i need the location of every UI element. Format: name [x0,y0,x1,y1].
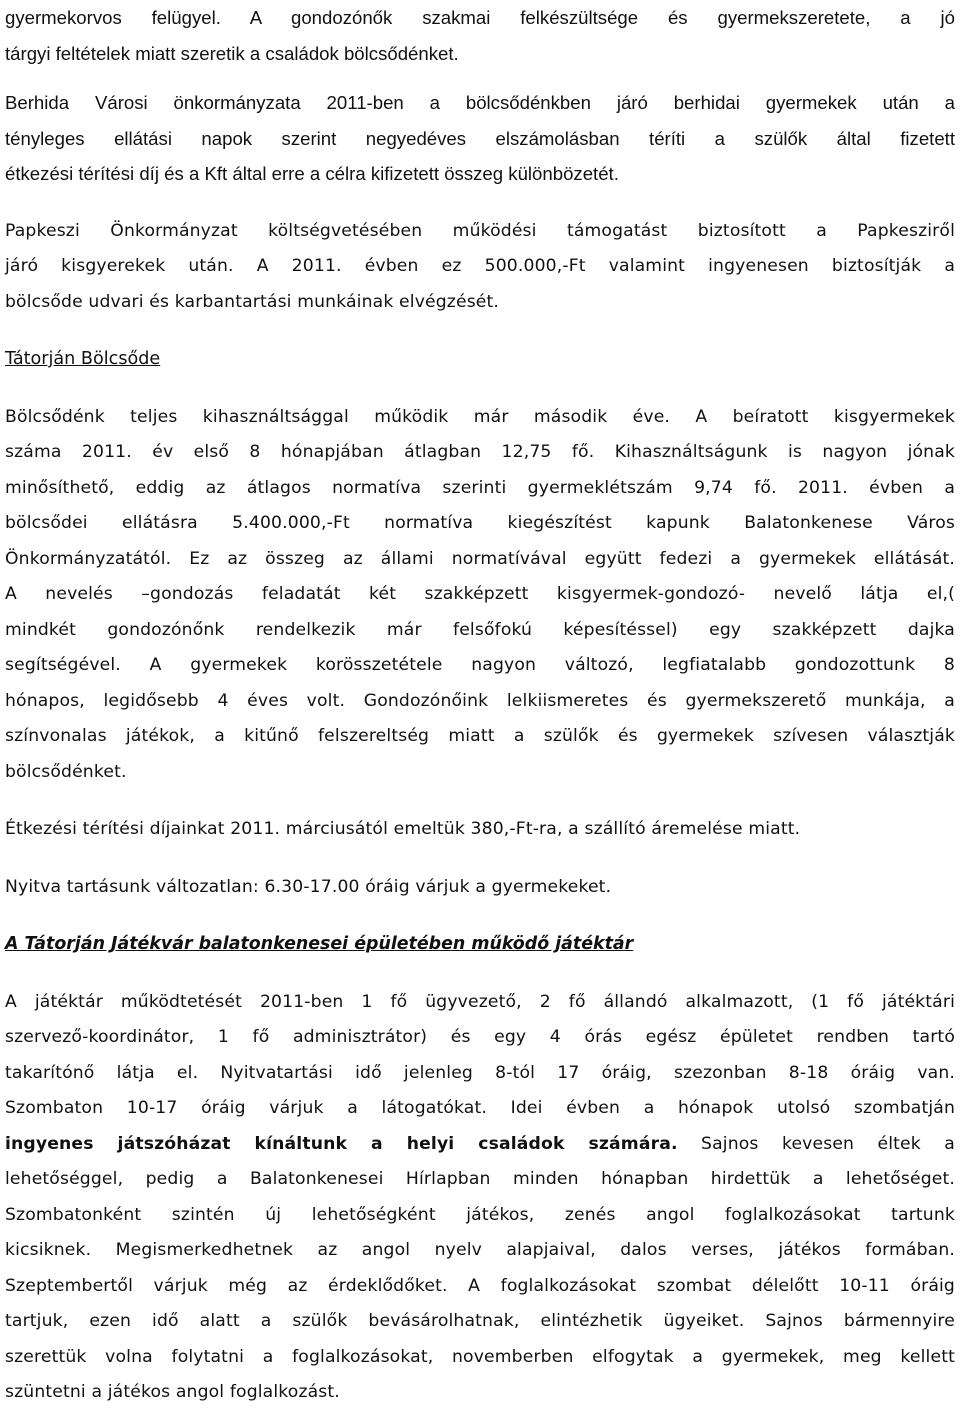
paragraph-papkeszi [5,214,955,321]
text-line: Nyitva tartásunk változatlan: 6.30-17.00 óráig várjuk a gyermekeket. [5,876,612,897]
text-line: bölcsődénket. [5,761,127,782]
text-line: tartjuk, ezen idő alatt a szülők bevásárolhatnak, elintézhetik ügyeiket. Sajnos bármennyire [5,1311,955,1331]
text-fragment: Sajnos kevesen éltek a [677,1133,955,1154]
text-line: bölcsődei ellátásra 5.400.000,-Ft normatíva kiegészítést kapunk Balatonkenese Város [5,513,955,533]
section-heading-jatektar: A Tátorján Játékvár balatonkenesei épületében működő játéktár [5,934,634,954]
text-line: minősíthető, eddig az átlagos normatíva szerinti gyermeklétszám 9,74 fő. 2011. évben a [5,477,955,498]
text-line: A nevelés –gondozás feladatát két szakképzett kisgyermek-gondozó- nevelő látja el,( [5,584,955,604]
bold-phrase: ingyenes játszóházat kínáltunk a helyi családok számára. [5,1133,678,1154]
text-line: színvonalas játékok, a kitűnő felszereltség miatt a szülők és gyermekek szívesen választják [5,726,955,746]
paragraph-etkezesi-dij [5,812,955,848]
text-line: étkezési térítési díj és a Kft által erre a célra kifizetett összeg különbözetét. [5,163,619,184]
text-line: mindkét gondozónőnk rendelkezik már felsőfokú képesítéssel) egy szakképzett dajka [5,619,955,640]
text-line: Étkezési térítési díjainkat 2011. márciusától emeltük 380,-Ft-ra, a szállító áremelése miatt. [5,819,801,839]
text-line: segítségével. A gyermekek korösszetétele nagyon változó, legfiatalabb gondozottunk 8 [5,655,955,675]
text-line: szervező-koordinátor, 1 fő adminisztrátor) és egy 4 órás egész épületet rendben tartó [5,1027,955,1047]
paragraph-intro [5,0,955,71]
text-line: Papkeszi Önkormányzat költségvetésében működési támogatást biztosított a Papkesziről [5,220,955,241]
document-page [5,0,955,1411]
text-line: hónapos, legidősebb 4 éves volt. Gondozónőink lelkiismeretes és gyermekszerető munkája, a [5,690,955,711]
text-line: gyermekorvos felügyel. A gondozónők szakmai felkészültsége és gyermekszeretete, a jó [5,7,955,28]
text-line: járó kisgyerekek után. A 2011. évben ez 500.000,-Ft valamint ingyenesen biztosítják a [5,256,955,276]
text-line: takarítónő látja el. Nyitvatartási idő jelenleg 8-tól 17 óráig, szezonban 8-18 óráig van. [5,1062,955,1083]
text-line: száma 2011. év első 8 hónapjában átlagban 12,75 fő. Kihasználtságunk is nagyon jónak [5,442,955,462]
text-line: Bölcsődénk teljes kihasználtsággal működik már második éve. A beíratott kisgyermekek [5,406,955,427]
text-line: lehetőséggel, pedig a Balatonkenesei Hírlapban minden hónapban hirdettük a lehetőséget. [5,1169,955,1189]
text-line: Önkormányzatától. Ez az összeg az állami normatívával együtt fedezi a gyermekek ellátását. [5,548,955,569]
text-line: Berhida Városi önkormányzata 2011-ben a bölcsődénkben járó berhidai gyermekek után a [5,92,955,113]
paragraph-berhida [5,85,955,192]
paragraph-jatektar [5,985,955,1411]
text-line: A játéktár működtetését 2011-ben 1 fő ügyvezető, 2 fő állandó alkalmazott, (1 fő játéktári [5,991,955,1012]
text-line: Szeptembertől várjuk még az érdeklődőket. A foglalkozásokat szombat délelőtt 10-11 óráig [5,1275,955,1296]
paragraph-bolcsode [5,400,955,791]
text-line: kicsiknek. Megismerkedhetnek az angol nyelv alapjaival, dalos verses, játékos formában. [5,1240,955,1260]
section-heading-bolcsode: Tátorján Bölcsőde [5,349,161,369]
text-line: tényleges ellátási napok szerint negyedéves elszámolásban téríti a szülők által fizetett [5,127,955,149]
text-line: szüntetni a játékos angol foglalkozást. [5,1382,340,1402]
text-line-mixed [5,1127,955,1163]
text-line: szerettük volna folytatni a foglalkozásokat, novemberben elfogytak a gyermekek, meg kellett [5,1346,955,1367]
text-line: Szombaton 10-17 óráig várjuk a látogatókat. Idei évben a hónapok utolsó szombatján [5,1098,955,1118]
text-line: tárgyi feltételek miatt szeretik a családok bölcsődénket. [5,42,459,64]
paragraph-nyitva-tartas [5,870,955,906]
text-line: bölcsőde udvari és karbantartási munkáinak elvégzését. [5,291,500,312]
text-line: Szombatonként szintén új lehetőségként játékos, zenés angol foglalkozásokat tartunk [5,1204,955,1225]
